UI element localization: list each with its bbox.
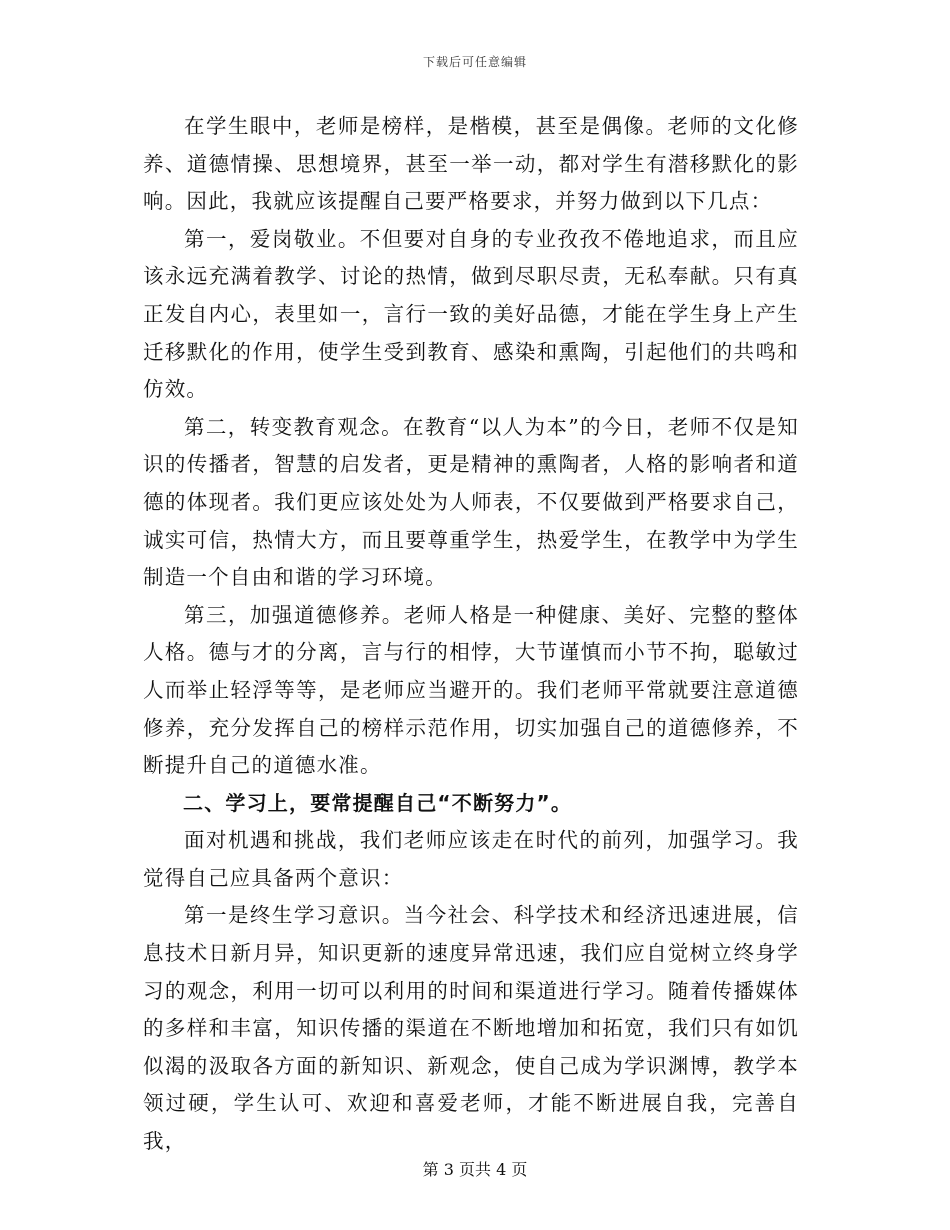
- paragraph-learning-intro: 面对机遇和挑战，我们老师应该走在时代的前列，加强学习。我觉得自己应具备两个意识：: [143, 828, 799, 890]
- header-note: 下载后可任意编辑: [422, 55, 527, 69]
- section-heading: 二、学习上，要常提醒自己“不断努力”。: [183, 790, 573, 815]
- document-body: [143, 108, 799, 1161]
- paragraph-point-two: 第二，转变教育观念。在教育“以人为本”的今日，老师不仅是知识的传播者，智慧的启发者，更是精神的熏陶者，人格的影响者和道德的体现者。我们更应该处处为人师表，不仅要做到严格要求自己，诚实可信，热情大方，而且要尊重学生，热爱学生，在教学中为学生制造一个自由和谐的学习环境。: [143, 414, 799, 590]
- paragraph-lifelong-learning: 第一是终生学习意识。当今社会、科学技术和经济迅速进展，信息技术日新月异，知识更新的速度异常迅速，我们应自觉树立终身学习的观念，利用一切可以利用的时间和渠道进行学习。随着传播媒体的多样和丰富，知识传播的渠道在不断地增加和拓宽，我们只有如饥似渴的汲取各方面的新知识、新观念，使自己成为学识渊博，教学本领过硬，学生认可、欢迎和喜爱老师，才能不断进展自我，完善自我，: [143, 903, 799, 1154]
- paragraph-point-one: 第一，爱岗敬业。不但要对自身的专业孜孜不倦地追求，而且应该永远充满着教学、讨论的热情，做到尽职尽责，无私奉献。只有真正发自内心，表里如一，言行一致的美好品德，才能在学生身上产生迁移默化的作用，使学生受到教育、感染和熏陶，引起他们的共鸣和仿效。: [143, 226, 799, 402]
- paragraph-intro: 在学生眼中，老师是榜样，是楷模，甚至是偶像。老师的文化修养、道德情操、思想境界，甚至一举一动，都对学生有潜移默化的影响。因此，我就应该提醒自己要严格要求，并努力做到以下几点：: [143, 114, 799, 214]
- page-number: 第 3 页共 4 页: [422, 1160, 528, 1179]
- paragraph-point-three: 第三，加强道德修养。老师人格是一种健康、美好、完整的整体人格。德与才的分离，言与行的相悖，大节谨慎而小节不拘，聪敏过人而举止轻浮等等，是老师应当避开的。我们老师平常就要注意道德修养，充分发挥自己的榜样示范作用，切实加强自己的道德修养，不断提升自己的道德水准。: [143, 602, 799, 778]
